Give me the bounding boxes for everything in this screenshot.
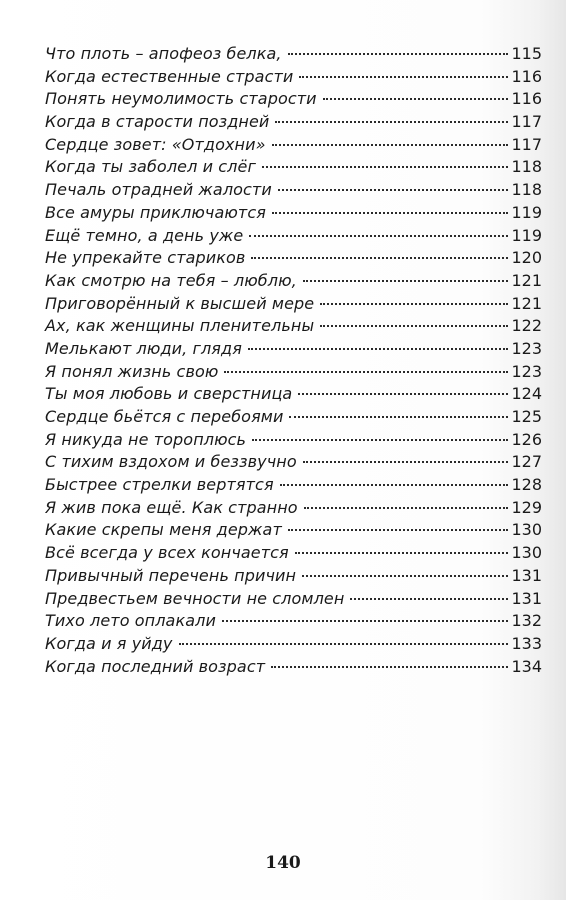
toc-entry: [45, 89, 542, 112]
dot-leader: [299, 76, 508, 78]
entry-page-number: 129: [511, 497, 542, 517]
toc-entry: [45, 543, 542, 566]
dot-leader: [275, 121, 508, 123]
entry-page-number: 123: [511, 361, 542, 381]
entry-page-number: 126: [511, 429, 542, 449]
toc-entry: [45, 475, 542, 498]
entry-title: Сердце зовет: «Отдохни»: [45, 134, 266, 154]
entry-title: Мелькают люди, глядя: [45, 338, 242, 358]
table-of-contents: [45, 44, 542, 679]
toc-entry: [45, 634, 542, 657]
dot-leader: [298, 393, 508, 395]
entry-title: Привычный перечень причин: [45, 565, 297, 585]
entry-title: С тихим вздохом и беззвучно: [45, 452, 297, 472]
entry-title: Как смотрю на тебя – люблю,: [45, 270, 297, 290]
entry-page-number: 134: [511, 656, 542, 676]
entry-title: Не упрекайте стариков: [45, 248, 246, 268]
entry-page-number: 115: [511, 44, 542, 63]
toc-entry: [45, 384, 542, 407]
dot-leader: [320, 325, 508, 327]
entry-title: Ещё темно, а день уже: [45, 225, 244, 245]
dot-leader: [224, 371, 508, 373]
toc-entry: [45, 430, 542, 453]
toc-entry: [45, 339, 542, 362]
dot-leader: [278, 189, 509, 191]
entry-title: Сердце бьётся с перебоями: [45, 407, 284, 426]
entry-page-number: 128: [511, 475, 542, 495]
entry-page-number: 121: [511, 270, 542, 290]
entry-page-number: 131: [511, 565, 542, 585]
toc-entry: [45, 135, 542, 158]
dot-leader: [262, 166, 508, 168]
entry-title: Понять неумолимость старости: [45, 89, 317, 109]
entry-title: Когда в старости поздней: [45, 112, 270, 132]
dot-leader: [248, 348, 509, 350]
dot-leader: [251, 257, 508, 259]
toc-entry: [45, 452, 542, 475]
toc-entry: [45, 498, 542, 521]
entry-title: Ты моя любовь и сверстница: [45, 384, 293, 404]
toc-entry: [45, 657, 542, 680]
entry-page-number: 117: [511, 112, 542, 132]
entry-title: Что плоть – апофеоз белка,: [45, 44, 282, 63]
toc-entry: [45, 271, 542, 294]
entry-page-number: 116: [511, 89, 542, 109]
dot-leader: [271, 666, 508, 668]
entry-title: Когда естественные страсти: [45, 66, 294, 86]
dot-leader: [289, 416, 508, 418]
dot-leader: [320, 303, 508, 305]
entry-page-number: 116: [511, 66, 542, 86]
entry-page-number: 124: [511, 384, 542, 404]
dot-leader: [222, 620, 508, 622]
entry-page-number: 125: [511, 407, 542, 426]
entry-title: Всё всегда у всех кончается: [45, 543, 289, 563]
dot-leader: [323, 98, 509, 100]
dot-leader: [303, 280, 509, 282]
entry-page-number: 118: [511, 180, 542, 200]
entry-page-number: 120: [511, 248, 542, 268]
entry-page-number: 121: [511, 293, 542, 313]
toc-entry: [45, 157, 542, 180]
toc-entry: [45, 226, 542, 249]
entry-page-number: 119: [511, 225, 542, 245]
entry-title: Печаль отрадней жалости: [45, 180, 272, 200]
dot-leader: [288, 53, 509, 55]
entry-title: Тихо лето оплакали: [45, 611, 216, 631]
entry-page-number: 119: [511, 202, 542, 222]
entry-page-number: 131: [511, 588, 542, 608]
toc-entry: [45, 407, 542, 430]
toc-entry: [45, 67, 542, 90]
dot-leader: [304, 507, 509, 509]
toc-entry: [45, 611, 542, 634]
dot-leader: [295, 552, 509, 554]
entry-title: Я никуда не тороплюсь: [45, 429, 247, 449]
toc-entry: [45, 294, 542, 317]
dot-leader: [280, 484, 509, 486]
entry-title: Ах, как женщины пленительны: [45, 316, 315, 336]
entry-title: Когда ты заболел и слёг: [45, 157, 256, 177]
toc-entry: [45, 362, 542, 385]
entry-title: Какие скрепы меня держат: [45, 520, 282, 540]
toc-entry: [45, 566, 542, 589]
toc-entry: [45, 248, 542, 271]
entry-page-number: 132: [511, 611, 542, 631]
entry-title: Предвестьем вечности не сломлен: [45, 588, 345, 608]
entry-title: Когда и я уйду: [45, 633, 173, 653]
entry-title: Все амуры приключаются: [45, 202, 266, 222]
entry-page-number: 117: [511, 134, 542, 154]
entry-page-number: 127: [511, 452, 542, 472]
entry-title: Я понял жизнь свою: [45, 361, 219, 381]
toc-entry: [45, 44, 542, 67]
entry-page-number: 122: [511, 316, 542, 336]
entry-title: Я жив пока ещё. Как странно: [45, 497, 298, 517]
entry-page-number: 123: [511, 338, 542, 358]
dot-leader: [288, 529, 509, 531]
entry-title: Быстрее стрелки вертятся: [45, 475, 274, 495]
toc-entry: [45, 520, 542, 543]
entry-page-number: 130: [511, 543, 542, 563]
dot-leader: [350, 598, 508, 600]
toc-entry: [45, 203, 542, 226]
entry-title: Приговорённый к высшей мере: [45, 293, 315, 313]
entry-title: Когда последний возраст: [45, 656, 266, 676]
toc-entry: [45, 589, 542, 612]
dot-leader: [272, 144, 509, 146]
toc-entry: [45, 316, 542, 339]
toc-entry: [45, 112, 542, 135]
dot-leader: [179, 643, 509, 645]
dot-leader: [272, 212, 508, 214]
entry-page-number: 130: [511, 520, 542, 540]
entry-page-number: 118: [511, 157, 542, 177]
dot-leader: [302, 575, 508, 577]
dot-leader: [252, 439, 508, 441]
page-number: 140: [265, 853, 301, 873]
toc-entry: [45, 180, 542, 203]
dot-leader: [303, 461, 509, 463]
entry-page-number: 133: [511, 633, 542, 653]
dot-leader: [249, 235, 508, 237]
